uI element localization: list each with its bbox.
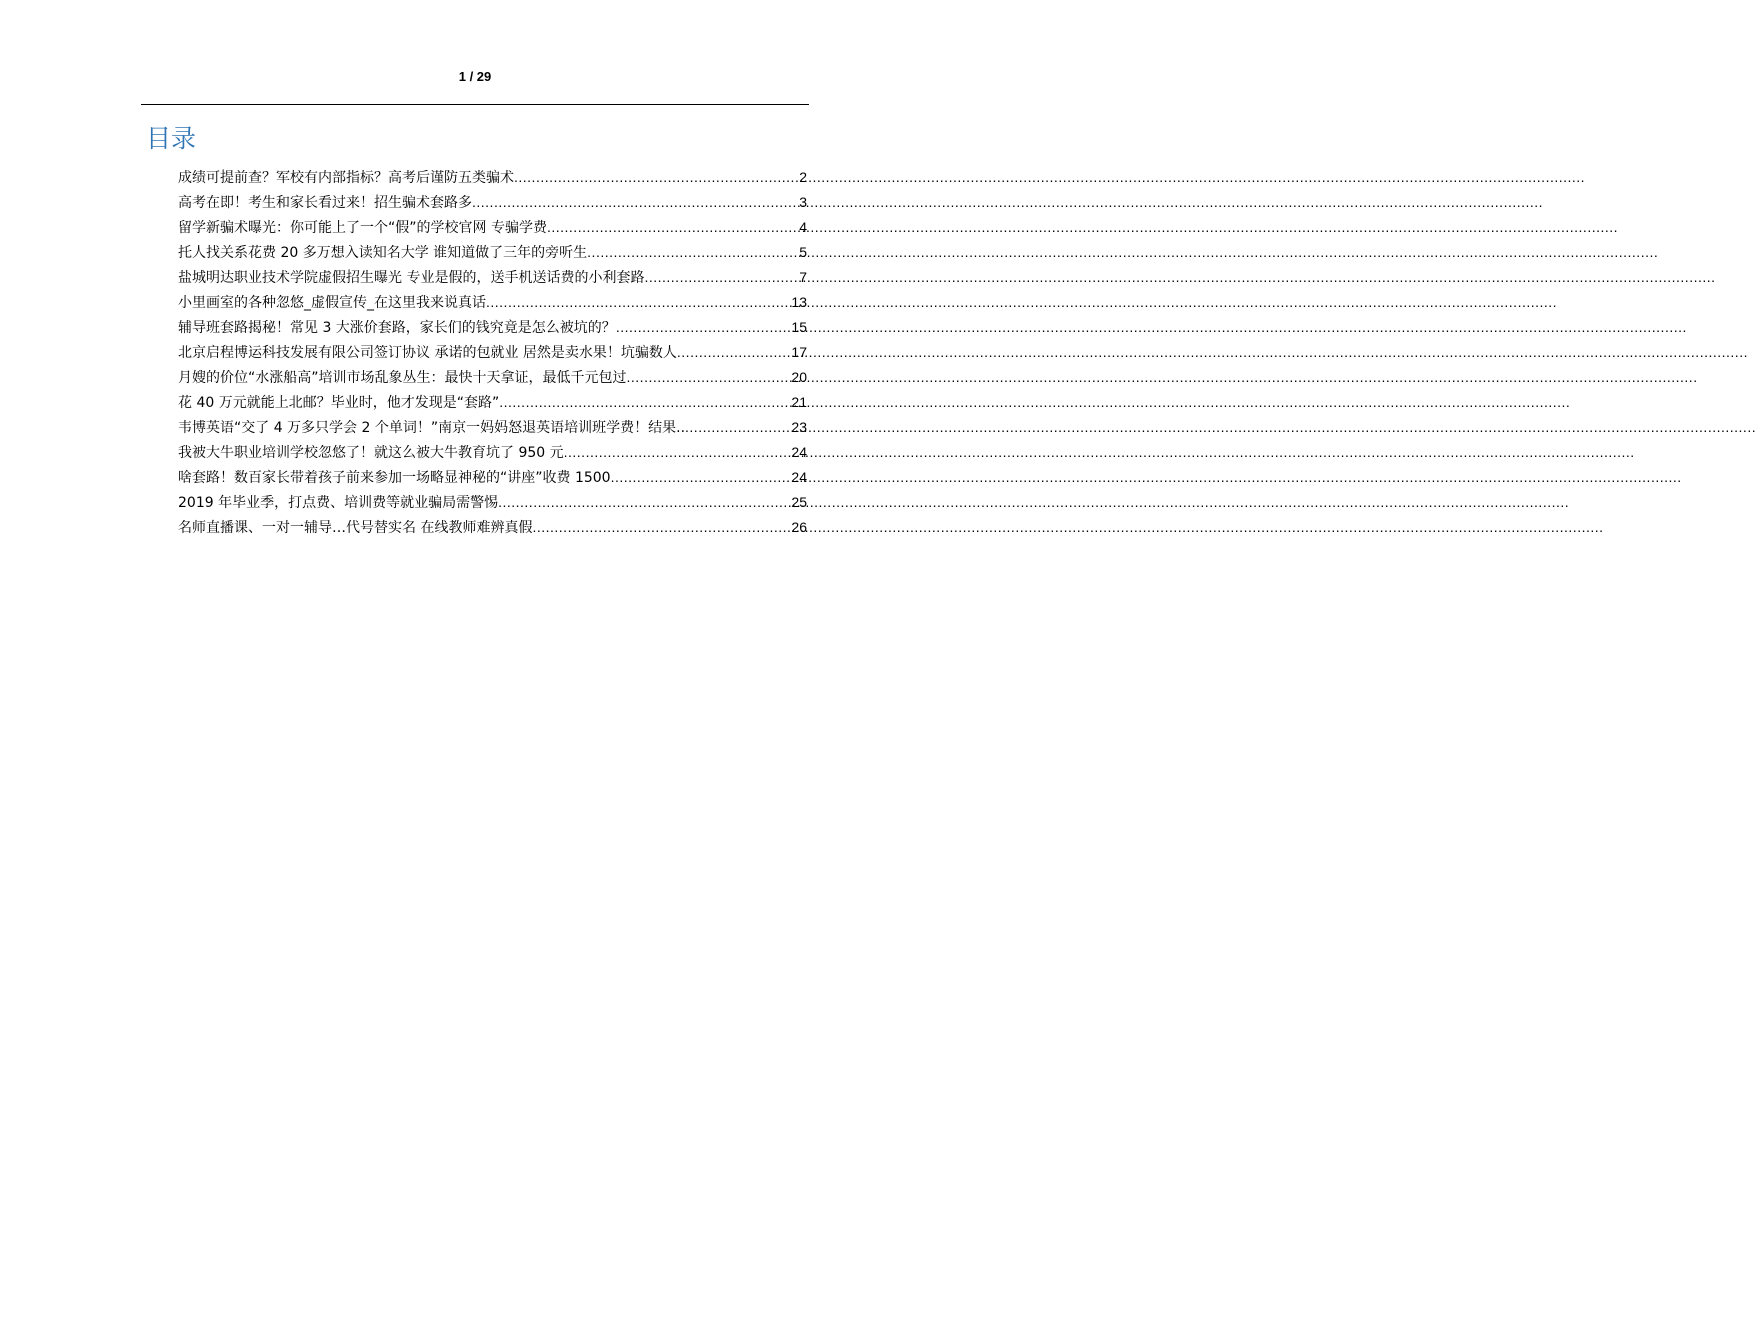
toc-entry-title[interactable]: 小里画室的各种忽悠_虚假宣传_在这里我来说真话 <box>178 295 486 311</box>
toc-entry[interactable] <box>178 340 807 365</box>
toc-dot-leader <box>499 390 790 415</box>
toc-entry-title[interactable]: 托人找关系花费 20 多万想入读知名大学 谁知道做了三年的旁听生 <box>178 245 588 261</box>
toc-dot-leader <box>677 340 791 365</box>
toc-entry-title[interactable]: 月嫂的价位“水涨船高”培训市场乱象丛生：最快十天拿证，最低千元包过 <box>178 370 627 386</box>
toc-entry-page[interactable]: 24 <box>791 469 807 485</box>
toc-dot-leader <box>616 315 791 340</box>
header-divider <box>141 104 809 105</box>
toc-entry-page[interactable]: 3 <box>799 194 807 210</box>
toc-dot-leader <box>472 190 798 215</box>
toc-entry-title[interactable]: 我被大牛职业培训学校忽悠了！就这么被大牛教育坑了 950 元 <box>178 445 564 461</box>
toc-entry[interactable] <box>178 315 807 340</box>
toc-entry[interactable] <box>178 465 807 490</box>
toc-entry-page[interactable]: 5 <box>799 244 807 260</box>
toc-dot-leader <box>564 440 791 465</box>
toc-dot-leader <box>498 490 790 515</box>
toc-dot-leader <box>644 265 798 290</box>
toc-entry[interactable] <box>178 515 807 540</box>
toc-entry-title[interactable]: 花 40 万元就能上北邮？毕业时，他才发现是“套路” <box>178 395 500 411</box>
toc-entry-page[interactable]: 7 <box>799 269 807 285</box>
toc-dot-leader <box>486 290 790 315</box>
toc-entry-page[interactable]: 4 <box>799 219 807 235</box>
toc-entry-title[interactable]: 名师直播课、一对一辅导…代号替实名 在线教师难辨真假 <box>178 520 533 536</box>
toc-entry[interactable] <box>178 415 807 440</box>
toc-entry-page[interactable]: 2 <box>799 169 807 185</box>
toc-entry-title[interactable]: 留学新骗术曝光：你可能上了一个“假”的学校官网 专骗学费 <box>178 220 547 236</box>
table-of-contents <box>178 165 807 540</box>
toc-dot-leader <box>685 415 790 440</box>
toc-entry-page[interactable]: 13 <box>791 294 807 310</box>
toc-dot-leader <box>611 465 791 490</box>
toc-entry[interactable] <box>178 265 807 290</box>
toc-entry-title[interactable]: 啥套路！数百家长带着孩子前来参加一场略显神秘的“讲座”收费 1500 <box>178 470 611 486</box>
toc-entry-page[interactable]: 24 <box>791 444 807 460</box>
toc-entry-title[interactable]: 高考在即！考生和家长看过来！招生骗术套路多 <box>178 195 472 211</box>
toc-entry-title[interactable]: 盐城明达职业技术学院虚假招生曝光 专业是假的，送手机送话费的小利套路 <box>178 270 645 286</box>
toc-entry[interactable] <box>178 365 807 390</box>
toc-entry-page[interactable]: 20 <box>791 369 807 385</box>
toc-entry-page[interactable]: 15 <box>791 319 807 335</box>
toc-entry[interactable] <box>178 240 807 265</box>
toc-dot-leader <box>627 365 791 390</box>
toc-entry[interactable] <box>178 165 807 190</box>
toc-entry[interactable] <box>178 290 807 315</box>
toc-entry[interactable] <box>178 215 807 240</box>
toc-entry-title[interactable]: 韦博英语“交了 4 万多只学会 2 个单词！”南京一妈妈怒退英语培训班学费！结果.. <box>178 420 686 436</box>
toc-entry-page[interactable]: 17 <box>791 344 807 360</box>
toc-dot-leader <box>547 215 798 240</box>
toc-entry[interactable] <box>178 490 807 515</box>
toc-entry-title[interactable]: 成绩可提前查？军校有内部指标？高考后谨防五类骗术 <box>178 170 514 186</box>
toc-entry[interactable] <box>178 190 807 215</box>
toc-dot-leader <box>587 240 798 265</box>
toc-dot-leader <box>532 515 790 540</box>
toc-entry-page[interactable]: 23 <box>791 419 807 435</box>
toc-entry-page[interactable]: 21 <box>791 394 807 410</box>
toc-entry[interactable] <box>178 390 807 415</box>
toc-entry-title[interactable]: 北京启程博运科技发展有限公司签订协议 承诺的包就业 居然是卖水果！坑骗数人 <box>178 345 677 361</box>
toc-entry-page[interactable]: 26 <box>791 519 807 535</box>
toc-entry-title[interactable]: 2019 年毕业季，打点费、培训费等就业骗局需警惕 <box>178 495 499 511</box>
toc-entry-page[interactable]: 25 <box>791 494 807 510</box>
page-number: 1 / 29 <box>458 69 492 84</box>
toc-title: 目录 <box>146 124 197 153</box>
toc-dot-leader <box>514 165 798 190</box>
toc-entry-title[interactable]: 辅导班套路揭秘！常见 3 大涨价套路，家长们的钱究竟是怎么被坑的？ <box>178 320 616 336</box>
toc-entry[interactable] <box>178 440 807 465</box>
